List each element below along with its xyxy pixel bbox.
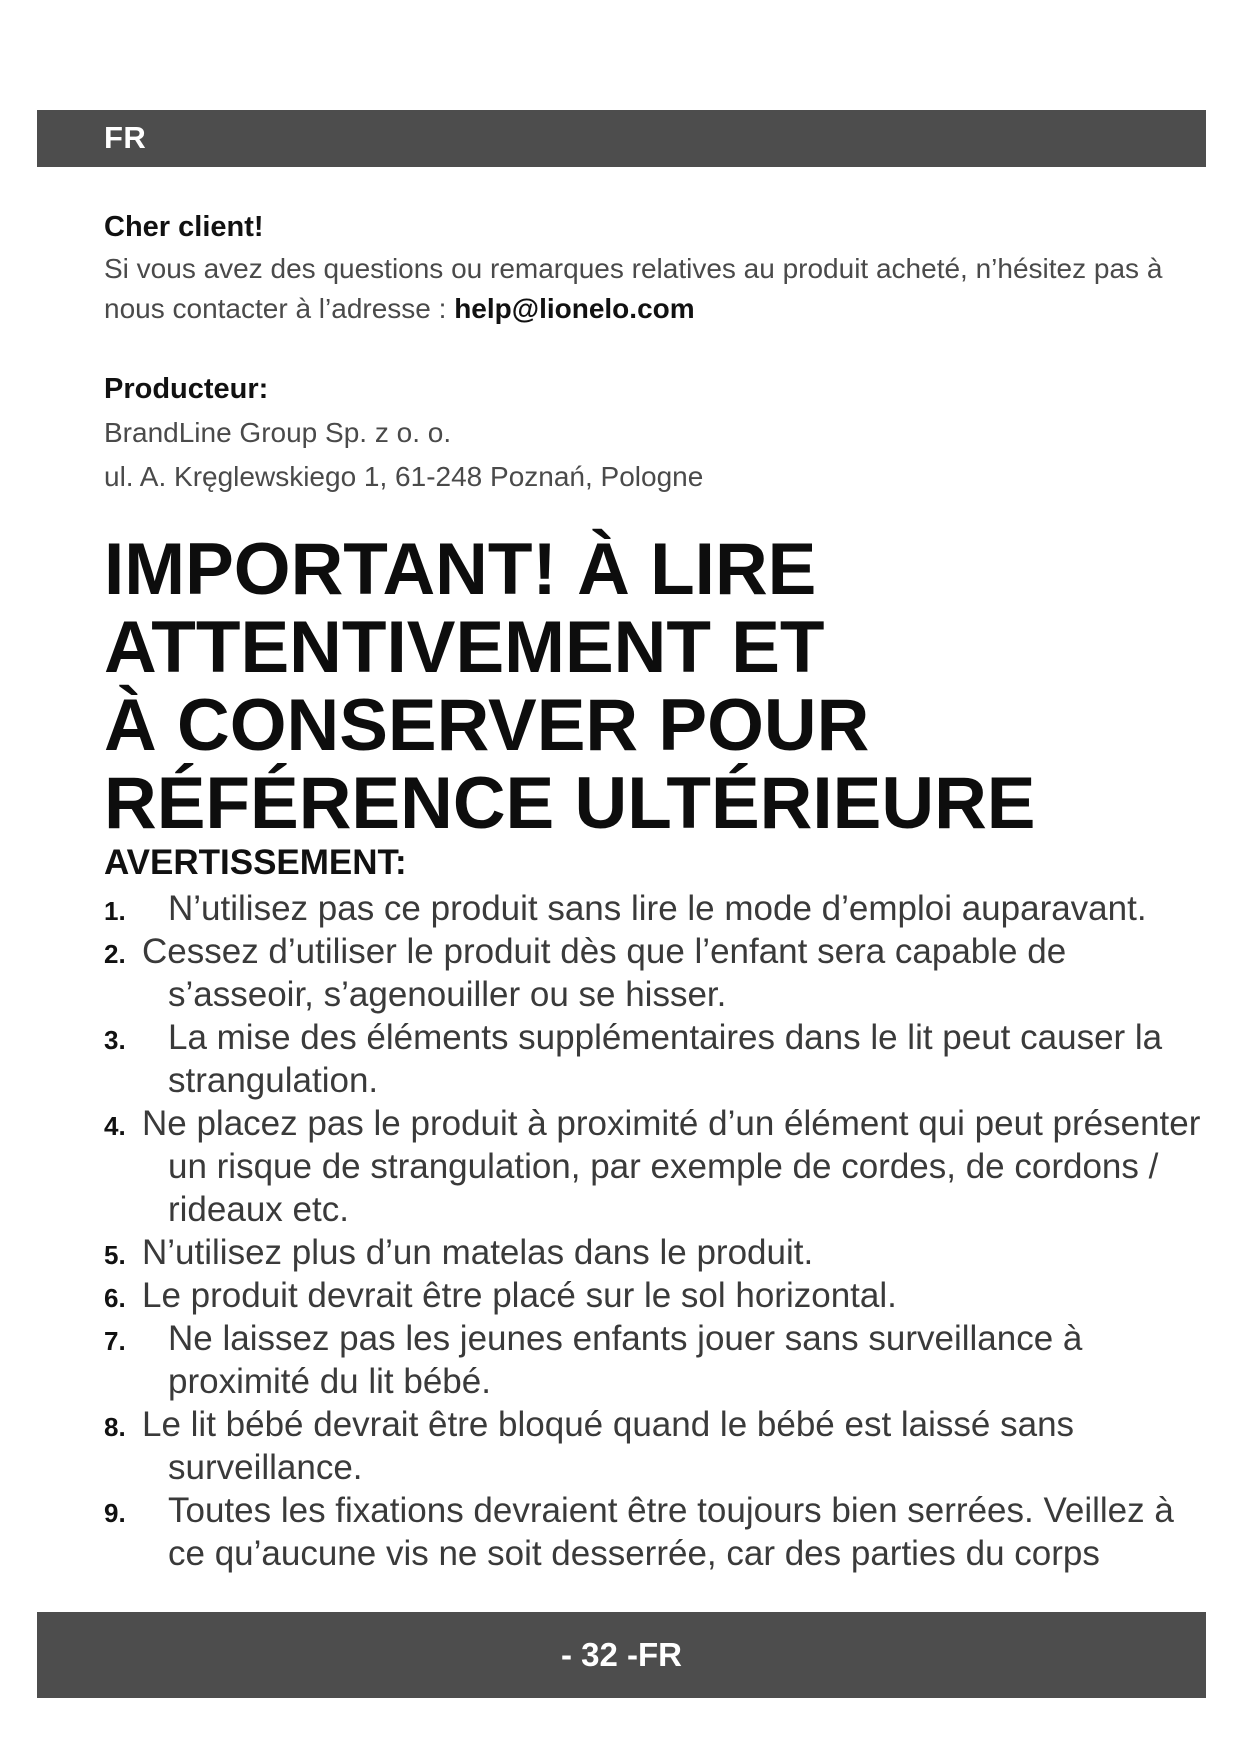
important-line-1: IMPORTANT! À LIRE bbox=[104, 529, 817, 610]
item-number: 1. bbox=[104, 896, 126, 926]
greeting-text bbox=[104, 249, 1204, 329]
item-text: Le produit devrait être placé sur le sol horizontal. bbox=[142, 1276, 897, 1315]
greeting-title: Cher client! bbox=[104, 211, 264, 243]
warnings-list bbox=[104, 887, 1204, 1575]
list-item bbox=[104, 1489, 1204, 1575]
contact-email: help@lionelo.com bbox=[454, 293, 695, 324]
item-text: Cessez d’utiliser le produit dès que l’enfant sera capable de s’asseoir, s’agenouiller ou se hisser. bbox=[142, 932, 1067, 1014]
page-content bbox=[104, 205, 1204, 1575]
greeting-body: Si vous avez des questions ou remarques relatives au produit acheté, n’hésitez pas à nous contacter à l’adresse : bbox=[104, 253, 1163, 324]
important-line-4: RÉFÉRENCE ULTÉRIEURE bbox=[104, 763, 1036, 844]
list-item bbox=[104, 1317, 1204, 1403]
item-text: Le lit bébé devrait être bloqué quand le bébé est laissé sans surveillance. bbox=[142, 1405, 1075, 1487]
list-item bbox=[104, 1102, 1204, 1231]
item-number: 6. bbox=[104, 1283, 126, 1313]
item-number: 7. bbox=[104, 1326, 126, 1356]
list-item bbox=[104, 1231, 1204, 1274]
producer-block bbox=[104, 367, 1204, 499]
item-text: Ne placez pas le produit à proximité d’un élément qui peut présenter un risque de strangulation, par exemple de cordes, de cordons / rideaux etc. bbox=[142, 1104, 1201, 1229]
footer-bar bbox=[37, 1612, 1206, 1698]
item-number: 2. bbox=[104, 939, 126, 969]
producer-address: ul. A. Kręglewskiego 1, 61-248 Poznań, Pologne bbox=[104, 461, 704, 492]
important-line-2: ATTENTIVEMENT ET bbox=[104, 607, 825, 688]
item-number: 3. bbox=[104, 1025, 126, 1055]
item-number: 4. bbox=[104, 1111, 126, 1141]
item-number: 8. bbox=[104, 1412, 126, 1442]
item-number: 5. bbox=[104, 1240, 126, 1270]
item-text: N’utilisez plus d’un matelas dans le produit. bbox=[142, 1233, 814, 1272]
item-text: Ne laissez pas les jeunes enfants jouer sans surveillance à proximité du lit bébé. bbox=[168, 1319, 1083, 1401]
warnings-title: AVERTISSEMENT: bbox=[104, 843, 407, 882]
list-item bbox=[104, 1403, 1204, 1489]
producer-title: Producteur: bbox=[104, 373, 269, 405]
important-heading bbox=[104, 531, 1204, 843]
item-text: N’utilisez pas ce produit sans lire le mode d’emploi auparavant. bbox=[168, 889, 1147, 928]
producer-company: BrandLine Group Sp. z o. o. bbox=[104, 417, 452, 448]
language-label: FR bbox=[104, 120, 147, 155]
item-number: 9. bbox=[104, 1498, 126, 1528]
header-bar bbox=[37, 110, 1206, 167]
list-item bbox=[104, 887, 1204, 930]
list-item bbox=[104, 930, 1204, 1016]
page-number: - 32 -FR bbox=[560, 1636, 682, 1673]
important-line-3: À CONSERVER POUR bbox=[104, 685, 870, 766]
item-text: La mise des éléments supplémentaires dans le lit peut causer la strangulation. bbox=[168, 1018, 1163, 1100]
list-item bbox=[104, 1016, 1204, 1102]
item-text: Toutes les fixations devraient être toujours bien serrées. Veillez à ce qu’aucune vis ne soit desserrée, car des parties du corps bbox=[168, 1491, 1174, 1573]
list-item bbox=[104, 1274, 1204, 1317]
